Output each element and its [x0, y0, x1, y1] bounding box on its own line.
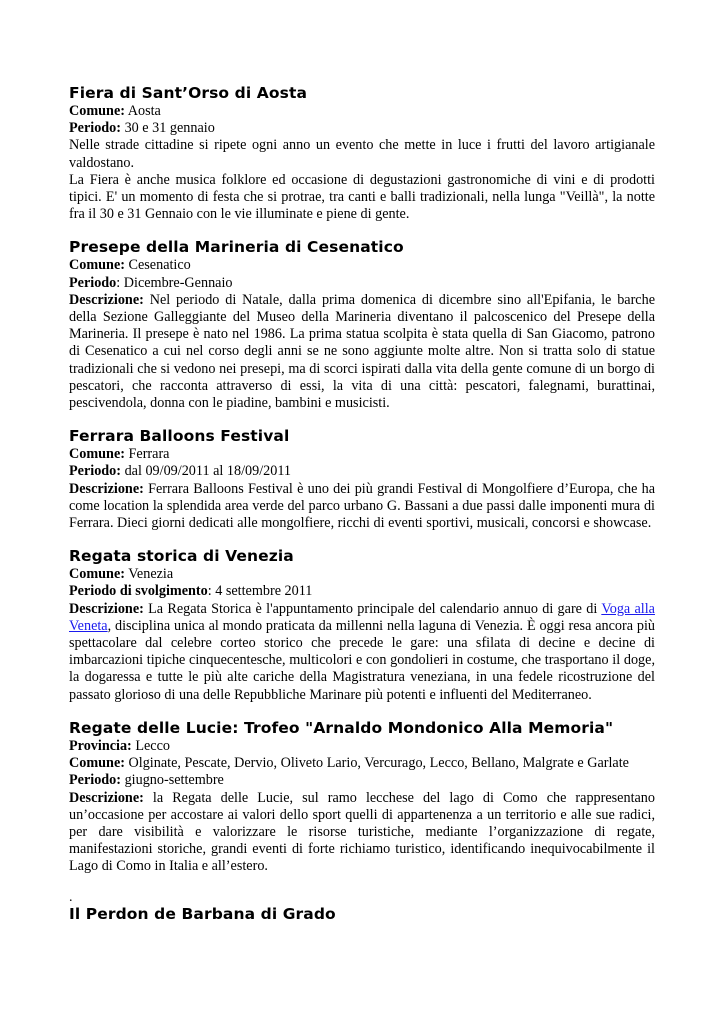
periodo-line	[69, 120, 655, 137]
event-title: Regata storica di Venezia	[69, 547, 294, 566]
comune-line	[69, 103, 655, 120]
comune-value: Cesenatico	[124, 257, 191, 274]
descrizione-paragraph	[69, 292, 655, 412]
descrizione-paragraph	[69, 790, 655, 876]
comune-value: Aosta	[124, 103, 161, 119]
periodo-value: : 4 settembre 2011	[207, 583, 313, 600]
descrizione-label: Descrizione:	[69, 600, 144, 617]
event-paragraph: La Fiera è anche musica folklore ed occasione di degustazioni gastronomiche di vini e di prodotti tipici. E' un momento di festa che si protrae, tra canti e balli tradizionali, nella lunga "Veillà", la notte fra il 30 e 31 Gennaio con le vie illuminate e piene di gente.	[69, 171, 655, 223]
comune-label: Comune:	[69, 446, 125, 463]
descrizione-text: Ferrara Balloons Festival è uno dei più grandi Festival di Mongolfiere d’Europa, che ha come location la splendida area verde del parco urbano G. Bassani a due passi dalle imponenti mura di Ferrara. Dieci giorni dedicati alle mongolfiere, ricchi di eventi sportivi, musicali, concorsi e showcase.	[69, 480, 655, 532]
event-regata-venezia	[69, 547, 655, 704]
event-title-perdon-barbana: Il Perdon de Barbana di Grado	[69, 904, 336, 923]
descrizione-label: Descrizione:	[69, 291, 144, 308]
provincia-line	[69, 738, 655, 755]
event-title: Regate delle Lucie: Trofeo "Arnaldo Mondonico Alla Memoria"	[69, 718, 614, 737]
periodo-value: 30 e 31 gennaio	[121, 120, 215, 137]
descrizione-label: Descrizione:	[69, 480, 144, 497]
comune-line	[69, 755, 655, 772]
descrizione-text: la Regata delle Lucie, sul ramo lecchese del lago di Como che rappresentano un’occasione per accostare ai valori dello sport quelli di appartenenza a un territorio e alle sue radici, per dare visibilità e valorizzare le risorse turistiche, mediante l’organizzazione di regate, manifestazioni storiche, grandi eventi di forte richiamo turistico, identificando inequivocabilmente il Lago di Como in Italia e all’estero.	[69, 789, 655, 875]
event-fiera-sant-orso	[69, 84, 655, 223]
event-title: Ferrara Balloons Festival	[69, 427, 290, 446]
separator-dot: .	[69, 889, 73, 905]
periodo-label: Periodo:	[69, 772, 122, 789]
periodo-label: Periodo di svolgimento	[69, 583, 208, 600]
descrizione-text: Nel periodo di Natale, dalla prima domenica di dicembre sino all'Epifania, le barche della Sezione Galleggiante del Museo della Marineria diventano il palcoscenico del Presepe della Marineria. Il presepe è nato nel 1986. La prima statua scolpita è stata quella di San Giacomo, patrono di Cesenatico a cui nel corso degli anni se ne sono aggiunte molte altre. Non si tratta solo di statue tradizionali che si vedono nei presepi, ma di scorci ispirati dalla vita della gente comune di un borgo di pescatori, che racconta attraverso di essi, la vita di una città: pescatori, falegnami, burattinai, pescivendola, donna con le piadine, bambini e musicisti.	[69, 291, 655, 412]
comune-label: Comune:	[69, 103, 125, 119]
event-regate-lucie	[69, 719, 655, 876]
event-paragraph: Nelle strade cittadine si ripete ogni anno un evento che mette in luce i frutti del lavoro artigianale valdostano.	[69, 137, 655, 171]
voga-alla-veneta-link[interactable]: Voga alla Veneta	[69, 600, 655, 634]
document-page	[69, 84, 655, 924]
event-title: Presepe della Marineria di Cesenatico	[69, 238, 404, 257]
periodo-line	[69, 463, 655, 480]
periodo-value: giugno-settembre	[121, 772, 224, 789]
periodo-label: Periodo	[69, 274, 117, 291]
event-ferrara-balloons	[69, 427, 655, 532]
comune-line	[69, 257, 655, 274]
provincia-label: Provincia:	[69, 737, 132, 754]
descrizione-label: Descrizione:	[69, 789, 144, 806]
event-presepe-marineria	[69, 238, 655, 412]
periodo-value: : Dicembre-Gennaio	[116, 274, 233, 291]
descrizione-paragraph	[69, 481, 655, 533]
comune-label: Comune:	[69, 257, 125, 274]
comune-value: Olginate, Pescate, Dervio, Oliveto Lario, Vercurago, Lecco, Bellano, Malgrate e Garlate	[124, 755, 629, 772]
comune-label: Comune:	[69, 755, 125, 772]
descrizione-text: La Regata Storica è l'appuntamento principale del calendario annuo di gare di	[143, 600, 602, 617]
periodo-label: Periodo:	[69, 120, 122, 137]
comune-label: Comune:	[69, 566, 125, 583]
comune-line	[69, 446, 655, 463]
periodo-line	[69, 772, 655, 789]
periodo-line	[69, 275, 655, 292]
comune-line	[69, 566, 655, 583]
descrizione-text: , disciplina unica al mondo praticata da millenni nella laguna di Venezia. È oggi resa ancora più spettacolare dal celebre corteo storico che precede le gare: una sfilata di decine e decine di imbarcazioni tipiche cinquecentesche, multicolori e con gondolieri in costume, che trasportano il doge, la dogaressa e tutte le più alte cariche della Magistratura veneziana, in una fedele ricostruzione del passato glorioso di una delle Repubbliche Marinare più potenti e influenti del Mediterraneo.	[69, 617, 655, 703]
event-title: Fiera di Sant’Orso di Aosta	[69, 84, 308, 102]
comune-value: Ferrara	[124, 446, 170, 463]
periodo-line	[69, 583, 655, 600]
comune-value: Venezia	[124, 566, 174, 583]
periodo-value: dal 09/09/2011 al 18/09/2011	[121, 463, 291, 480]
provincia-value: Lecco	[131, 737, 170, 754]
periodo-label: Periodo:	[69, 463, 122, 480]
descrizione-paragraph	[69, 601, 655, 704]
